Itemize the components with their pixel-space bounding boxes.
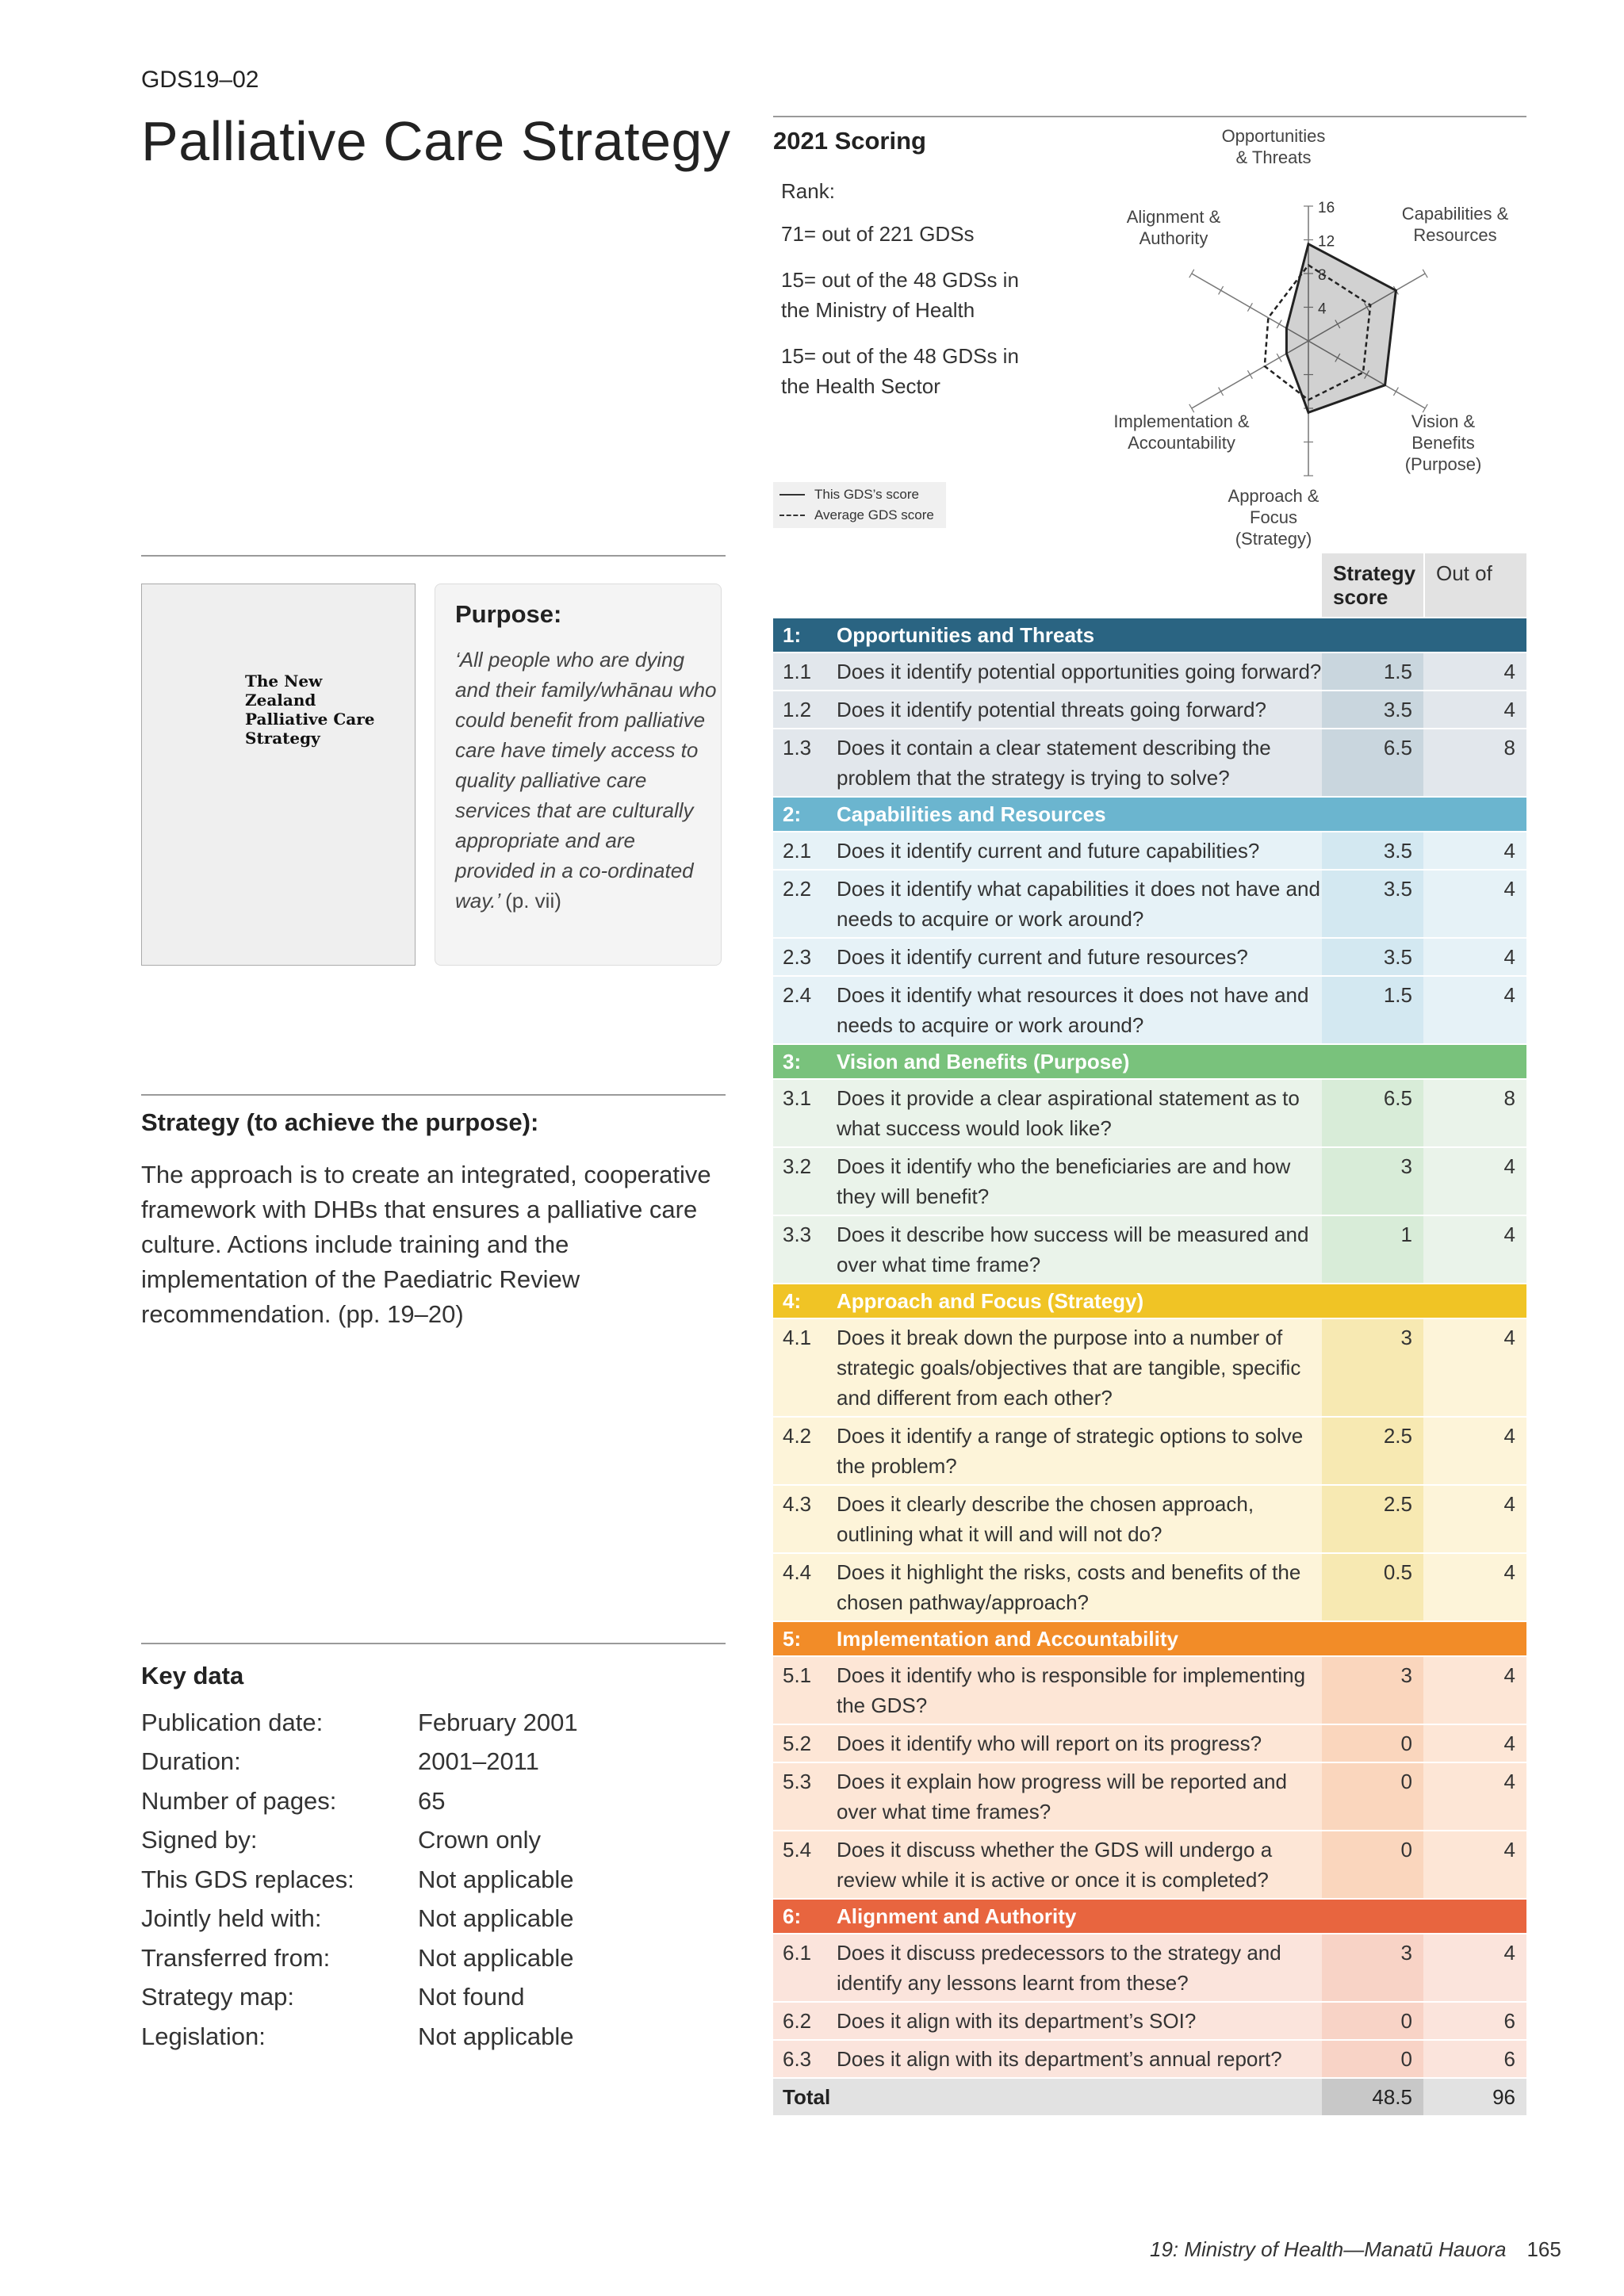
strategy-score: 3 bbox=[1322, 1934, 1423, 2001]
out-of-value: 4 bbox=[1503, 1223, 1515, 1246]
question-number: 3.3 bbox=[783, 1223, 812, 1246]
question-number: 2.2 bbox=[783, 877, 812, 901]
key-data-value: 65 bbox=[418, 1786, 446, 1815]
question-number: 4.3 bbox=[783, 1492, 812, 1516]
key-data-value: Not applicable bbox=[418, 1904, 574, 1933]
question-number: 5.3 bbox=[783, 1770, 812, 1793]
series-this-gds bbox=[1286, 244, 1396, 413]
question-text: Does it clearly describe the chosen approach, outlining what it will and will not do? bbox=[837, 1492, 1254, 1546]
radar-tick bbox=[1247, 370, 1252, 378]
key-data-label: Strategy map: bbox=[141, 1983, 294, 2011]
total-score: 48.5 bbox=[1322, 2079, 1423, 2115]
table-row bbox=[773, 1725, 1526, 1762]
question-text: Does it provide a clear aspirational statement as to what success would look like? bbox=[837, 1086, 1300, 1140]
table-row bbox=[773, 1657, 1526, 1724]
purpose-quote bbox=[455, 645, 717, 916]
divider bbox=[141, 1643, 726, 1644]
table-row bbox=[773, 1216, 1526, 1283]
question-number: 3.2 bbox=[783, 1154, 812, 1178]
radar-tick-label: 8 bbox=[1318, 267, 1327, 284]
section-title: Vision and Benefits (Purpose) bbox=[837, 1049, 1130, 1073]
question-number: 2.4 bbox=[783, 983, 812, 1007]
table-row bbox=[773, 832, 1526, 869]
table-row bbox=[773, 2003, 1526, 2039]
solid-line-icon bbox=[779, 494, 805, 496]
axis-label-approach: Approach & Focus (Strategy) bbox=[1228, 486, 1320, 549]
axis-label-capabilities: Capabilities & Resources bbox=[1401, 204, 1509, 245]
question-number: 4.2 bbox=[783, 1424, 812, 1448]
question-number: 5.1 bbox=[783, 1663, 812, 1687]
axis-label-opportunities: Opportunities & Threats bbox=[1221, 126, 1326, 167]
section-header bbox=[773, 1284, 1526, 1318]
table-row bbox=[773, 1934, 1526, 2001]
strategy-heading: Strategy (to achieve the purpose): bbox=[141, 1108, 539, 1136]
divider bbox=[773, 116, 1526, 117]
key-data-label: Number of pages: bbox=[141, 1786, 337, 1815]
key-data-row bbox=[141, 1743, 578, 1782]
strategy-score: 0 bbox=[1322, 1725, 1423, 1762]
strategy-text: The approach is to create an integrated, cooperative framework with DHBs that ensures a palliative care culture. Actions include training and the implementation of the Paediatric Review recommendation. (pp. 19–20) bbox=[141, 1161, 711, 1328]
out-of-value: 4 bbox=[1503, 1941, 1515, 1965]
key-data-table bbox=[141, 1703, 578, 2057]
key-data-row bbox=[141, 1703, 578, 1743]
question-number: 1.3 bbox=[783, 736, 812, 760]
key-data-row bbox=[141, 2017, 578, 2057]
purpose-ref: (p. vii) bbox=[505, 889, 561, 913]
strategy-score: 3.5 bbox=[1322, 939, 1423, 975]
section-header bbox=[773, 1045, 1526, 1078]
question-text: Does it explain how progress will be reported and over what time frames? bbox=[837, 1770, 1287, 1823]
table-sections bbox=[773, 618, 1526, 2077]
strategy-score: 3.5 bbox=[1322, 832, 1423, 869]
question-text: Does it highlight the risks, costs and benefits of the chosen pathway/approach? bbox=[837, 1560, 1301, 1614]
question-text: Does it discuss whether the GDS will undergo a review while it is active or once it is completed? bbox=[837, 1838, 1273, 1892]
out-of-value: 4 bbox=[1503, 1770, 1515, 1793]
key-data-label: Publication date: bbox=[141, 1708, 324, 1736]
out-of-value: 4 bbox=[1503, 1560, 1515, 1584]
legend-average bbox=[773, 505, 946, 526]
divider bbox=[141, 555, 726, 557]
section-header bbox=[773, 798, 1526, 831]
table-row bbox=[773, 729, 1526, 796]
radar-tick bbox=[1189, 270, 1194, 277]
radar-tick-label: 12 bbox=[1318, 233, 1335, 251]
table-row bbox=[773, 1763, 1526, 1830]
dashed-line-icon bbox=[779, 515, 805, 516]
out-of-value: 4 bbox=[1503, 1154, 1515, 1178]
table-row bbox=[773, 1554, 1526, 1621]
key-data-row bbox=[141, 1900, 578, 1939]
section-number: 2: bbox=[783, 802, 802, 826]
question-text: Does it identify potential opportunities going forward? bbox=[837, 660, 1322, 683]
out-of-value: 4 bbox=[1503, 698, 1515, 721]
out-of-value: 4 bbox=[1503, 1492, 1515, 1516]
radar-legend bbox=[773, 482, 946, 528]
section-number: 4: bbox=[783, 1288, 802, 1313]
strategy-score: 6.5 bbox=[1322, 729, 1423, 796]
question-number: 6.2 bbox=[783, 2009, 812, 2033]
key-data-value: February 2001 bbox=[418, 1708, 578, 1736]
out-of-value: 4 bbox=[1503, 945, 1515, 969]
question-number: 1.2 bbox=[783, 698, 812, 721]
out-of-value: 4 bbox=[1503, 1732, 1515, 1755]
table-row bbox=[773, 939, 1526, 975]
table-row bbox=[773, 1080, 1526, 1146]
question-number: 1.1 bbox=[783, 660, 812, 683]
section-title: Opportunities and Threats bbox=[837, 622, 1095, 647]
radar-tick bbox=[1247, 303, 1252, 311]
legend-average-label: Average GDS score bbox=[814, 507, 934, 522]
rank-label: Rank: bbox=[781, 179, 835, 203]
out-of-header: Out of bbox=[1425, 553, 1526, 617]
question-text: Does it identify who will report on its progress? bbox=[837, 1732, 1262, 1755]
question-number: 4.4 bbox=[783, 1560, 812, 1584]
key-data-value: 2001–2011 bbox=[418, 1747, 539, 1776]
radar-tick-label: 4 bbox=[1318, 300, 1327, 318]
question-text: Does it identify who is responsible for implementing the GDS? bbox=[837, 1663, 1306, 1717]
axis-label-vision: Vision & Benefits (Purpose) bbox=[1404, 411, 1482, 474]
table-row bbox=[773, 1148, 1526, 1215]
question-number: 5.4 bbox=[783, 1838, 812, 1862]
table-row bbox=[773, 1831, 1526, 1898]
out-of-value: 4 bbox=[1503, 1663, 1515, 1687]
out-of-value: 4 bbox=[1503, 1838, 1515, 1862]
key-data-value: Not applicable bbox=[418, 2022, 574, 2050]
table-row bbox=[773, 977, 1526, 1043]
strategy-score: 1.5 bbox=[1322, 977, 1423, 1043]
strategy-score: 2.5 bbox=[1322, 1486, 1423, 1552]
key-data-label: Jointly held with: bbox=[141, 1904, 322, 1933]
question-number: 2.3 bbox=[783, 945, 812, 969]
page-number: 165 bbox=[1526, 2237, 1561, 2261]
strategy-score: 2.5 bbox=[1322, 1418, 1423, 1484]
legend-this-label: This GDS’s score bbox=[814, 487, 919, 502]
strategy-score: 3.5 bbox=[1322, 691, 1423, 728]
question-text: Does it identify what resources it does not have and needs to acquire or work around? bbox=[837, 983, 1309, 1037]
section-header bbox=[773, 618, 1526, 652]
strategy-score: 0 bbox=[1322, 2003, 1423, 2039]
question-number: 5.2 bbox=[783, 1732, 812, 1755]
gds-code: GDS19–02 bbox=[141, 67, 259, 93]
table-row bbox=[773, 871, 1526, 937]
divider bbox=[141, 1094, 726, 1096]
rank-block bbox=[781, 176, 1043, 417]
out-of-value: 4 bbox=[1503, 660, 1515, 683]
cover-title: The New Zealand Palliative Care Strategy bbox=[245, 672, 375, 748]
out-of-value: 4 bbox=[1503, 983, 1515, 1007]
strategy-score: 1.5 bbox=[1322, 653, 1423, 690]
key-data-heading: Key data bbox=[141, 1662, 244, 1689]
key-data-value: Crown only bbox=[418, 1826, 542, 1854]
page-footer bbox=[1150, 2237, 1561, 2262]
legend-this bbox=[773, 484, 946, 505]
key-data-label: Duration: bbox=[141, 1747, 241, 1776]
radar-tick bbox=[1423, 270, 1427, 277]
out-of-value: 8 bbox=[1503, 736, 1515, 760]
question-text: Does it identify current and future resources? bbox=[837, 945, 1248, 969]
strategy-score: 3.5 bbox=[1322, 871, 1423, 937]
strategy-score: 3 bbox=[1322, 1657, 1423, 1724]
purpose-heading: Purpose: bbox=[455, 600, 562, 628]
out-of-value: 4 bbox=[1503, 1326, 1515, 1349]
table-row bbox=[773, 653, 1526, 690]
strategy-score: 3 bbox=[1322, 1319, 1423, 1416]
rank-sector: 15= out of the 48 GDSs in the Health Sector bbox=[781, 344, 1019, 398]
axis-label-alignment: Alignment & Authority bbox=[1126, 207, 1221, 248]
question-text: Does it identify a range of strategic options to solve the problem? bbox=[837, 1424, 1304, 1478]
footer-text: 19: Ministry of Health—Manatū Hauora bbox=[1150, 2237, 1507, 2261]
rank-ministry: 15= out of the 48 GDSs in the Ministry of Health bbox=[781, 268, 1019, 322]
scoring-title: 2021 Scoring bbox=[773, 127, 926, 155]
total-row bbox=[773, 2079, 1526, 2115]
axis-label-implementation: Implementation & Accountability bbox=[1113, 411, 1250, 453]
purpose-box bbox=[435, 584, 722, 966]
section-header bbox=[773, 1622, 1526, 1655]
question-text: Does it identify who the beneficiaries are and how they will benefit? bbox=[837, 1154, 1291, 1208]
section-header bbox=[773, 1900, 1526, 1933]
question-text: Does it discuss predecessors to the strategy and identify any lessons learnt from these? bbox=[837, 1941, 1281, 1995]
key-data-value: Not applicable bbox=[418, 1943, 574, 1972]
out-of-value: 6 bbox=[1503, 2047, 1515, 2071]
question-text: Does it align with its department’s SOI? bbox=[837, 2009, 1197, 2033]
question-number: 3.1 bbox=[783, 1086, 812, 1110]
key-data-row bbox=[141, 1781, 578, 1821]
strategy-score: 0.5 bbox=[1322, 1554, 1423, 1621]
table-header bbox=[773, 553, 1526, 617]
key-data-label: Transferred from: bbox=[141, 1943, 331, 1972]
out-of-value: 8 bbox=[1503, 1086, 1515, 1110]
out-of-value: 4 bbox=[1503, 877, 1515, 901]
strategy-score: 0 bbox=[1322, 1831, 1423, 1898]
question-text: Does it identify potential threats going forward? bbox=[837, 698, 1266, 721]
section-title: Capabilities and Resources bbox=[837, 802, 1106, 826]
strategy-score-header: Strategy score bbox=[1322, 553, 1423, 617]
table-row bbox=[773, 1319, 1526, 1416]
key-data-row bbox=[141, 1938, 578, 1978]
section-title: Alignment and Authority bbox=[837, 1904, 1077, 1928]
total-label: Total bbox=[783, 2084, 831, 2109]
strategy-score: 1 bbox=[1322, 1216, 1423, 1283]
table-row bbox=[773, 1486, 1526, 1552]
question-text: Does it align with its department’s annual report? bbox=[837, 2047, 1282, 2071]
strategy-score: 0 bbox=[1322, 1763, 1423, 1830]
out-of-value: 4 bbox=[1503, 839, 1515, 863]
key-data-row bbox=[141, 1821, 578, 1861]
strategy-score: 0 bbox=[1322, 2041, 1423, 2077]
radar-tick bbox=[1277, 354, 1281, 362]
key-data-label: Legislation: bbox=[141, 2022, 266, 2050]
key-data-value: Not found bbox=[418, 1983, 525, 2011]
question-number: 4.1 bbox=[783, 1326, 812, 1349]
out-of-value: 6 bbox=[1503, 2009, 1515, 2033]
key-data-row bbox=[141, 1860, 578, 1900]
rank-overall: 71= out of 221 GDSs bbox=[781, 222, 975, 246]
table-row bbox=[773, 2041, 1526, 2077]
strategy-score: 3 bbox=[1322, 1148, 1423, 1215]
section-title: Implementation and Accountability bbox=[837, 1626, 1178, 1651]
table-row bbox=[773, 1418, 1526, 1484]
key-data-value: Not applicable bbox=[418, 1865, 574, 1893]
question-text: Does it break down the purpose into a number of strategic goals/objectives that are tangible, specific and different from each other? bbox=[837, 1326, 1301, 1410]
purpose-quote-text: ‘All people who are dying and their family/whānau who could benefit from palliative care have timely access to quality palliative care services that are culturally appropriate and are provided in a co-ordinated way.’ bbox=[455, 648, 717, 913]
question-text: Does it identify current and future capabilities? bbox=[837, 839, 1260, 863]
radar-tick bbox=[1219, 388, 1224, 396]
out-of-value: 4 bbox=[1503, 1424, 1515, 1448]
question-number: 6.3 bbox=[783, 2047, 812, 2071]
section-number: 5: bbox=[783, 1626, 802, 1651]
key-data-label: This GDS replaces: bbox=[141, 1865, 354, 1893]
table-row bbox=[773, 691, 1526, 728]
key-data-label: Signed by: bbox=[141, 1826, 258, 1854]
page-title: Palliative Care Strategy bbox=[141, 110, 731, 172]
radar-tick-label: 16 bbox=[1318, 200, 1335, 216]
radar-tick bbox=[1393, 388, 1398, 396]
document-cover bbox=[141, 584, 416, 966]
section-number: 1: bbox=[783, 622, 802, 647]
strategy-score: 6.5 bbox=[1322, 1080, 1423, 1146]
question-text: Does it describe how success will be measured and over what time frame? bbox=[837, 1223, 1309, 1276]
section-title: Approach and Focus (Strategy) bbox=[837, 1288, 1144, 1313]
question-number: 2.1 bbox=[783, 839, 812, 863]
total-out-of: 96 bbox=[1492, 2085, 1515, 2109]
key-data-row bbox=[141, 1978, 578, 2018]
score-table bbox=[773, 553, 1526, 2115]
question-text: Does it identify what capabilities it does not have and needs to acquire or work around? bbox=[837, 877, 1320, 931]
radar-tick bbox=[1277, 320, 1281, 328]
question-number: 6.1 bbox=[783, 1941, 812, 1965]
radar-chart bbox=[1094, 119, 1522, 549]
section-number: 3: bbox=[783, 1049, 802, 1073]
section-number: 6: bbox=[783, 1904, 802, 1928]
question-text: Does it contain a clear statement describing the problem that the strategy is trying to solve? bbox=[837, 736, 1271, 790]
radar-tick bbox=[1219, 286, 1224, 294]
